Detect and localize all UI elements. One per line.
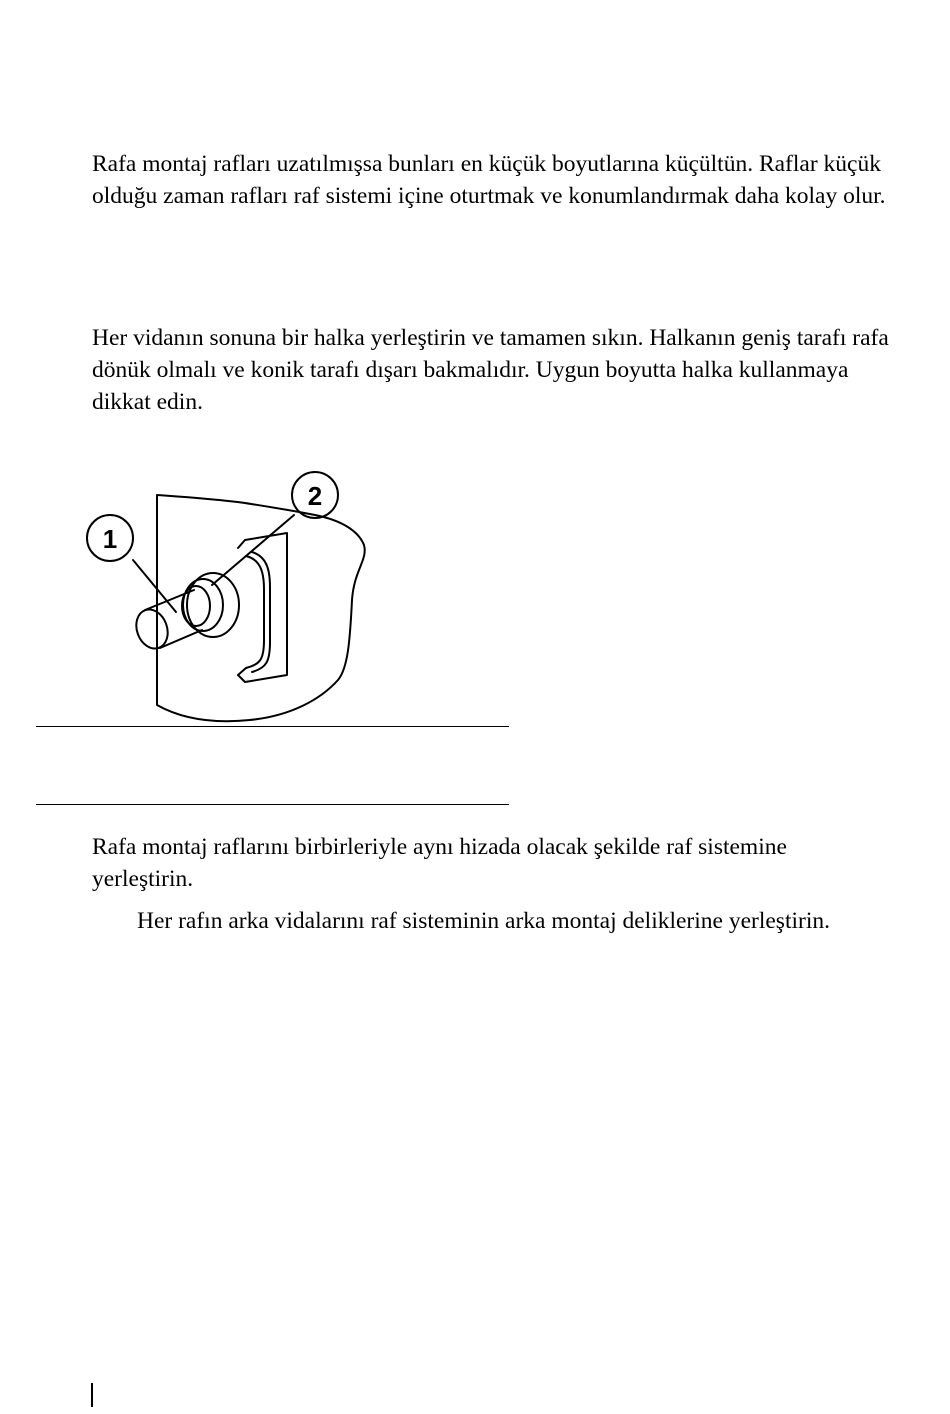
rail-panel	[157, 495, 365, 721]
instruction-paragraph-2: Her vidanın sonuna bir halka yerleştirin ve tamamen sıkın. Halkanın geniş tarafı rafa dönük olmalı ve konik tarafı dışarı bakmalıdır. Uygun boyutta halka kullanmaya dikkat edin.	[92, 325, 889, 415]
callout-2-label: 2	[307, 481, 323, 511]
divider-line-top	[36, 726, 509, 727]
screw-shaft	[145, 590, 202, 648]
instruction-paragraph-3: Rafa montaj raflarını birbirleriyle aynı hizada olacak şekilde raf sistemine yerleştirin.	[92, 834, 787, 892]
instruction-paragraph-1: Rafa montaj rafları uzatılmışsa bunları en küçük boyutlarına küçültün. Raflar küçük olduğu zaman rafları raf sistemi içine oturtmak ve konumlandırmak daha kolay olur.	[92, 151, 886, 209]
callout-1-label: 1	[102, 524, 118, 554]
divider-line-bottom	[36, 804, 509, 805]
instruction-sub-paragraph: Her rafın arka vidalarını raf sisteminin arka montaj deliklerine yerleştirin.	[137, 908, 830, 934]
page-margin-mark	[91, 1383, 93, 1407]
screw-ring-illustration	[70, 465, 380, 730]
